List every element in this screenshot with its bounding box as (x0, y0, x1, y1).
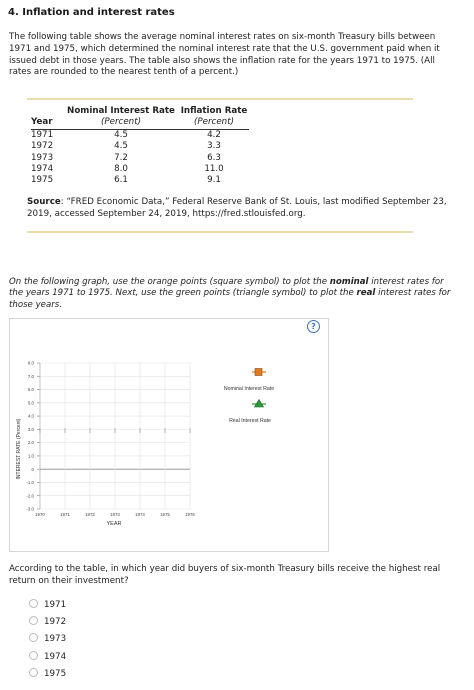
cell-nominal: 4.5 (114, 129, 128, 140)
y-tick-label: 7.0 (27, 373, 34, 379)
legend-nominal-label: Nominal Interest Rate (223, 386, 275, 392)
x-tick-label: 1973 (110, 512, 120, 517)
real-point-tool[interactable] (252, 400, 266, 408)
x-tick-label: 1970 (35, 512, 45, 517)
table-subheader-row (31, 117, 249, 129)
y-tick-label: 2.0 (27, 440, 34, 446)
option-1972[interactable] (29, 616, 66, 627)
table-row (31, 153, 249, 164)
graph-grid (37, 363, 190, 509)
instr-bold-real: real (356, 288, 376, 299)
source-note (27, 197, 447, 220)
option-1974[interactable] (29, 651, 66, 662)
cell-year: 1973 (31, 152, 54, 163)
orange-square-icon[interactable] (255, 369, 262, 376)
option-label: 1973 (44, 634, 67, 644)
y-axis-label: INTEREST RATE (Percent) (16, 418, 22, 480)
subheader-nominal: (Percent) (63, 117, 179, 129)
y-tick-label: -2.0 (26, 493, 34, 499)
table-row (31, 164, 249, 175)
header-year: Year (31, 117, 63, 129)
x-tick-label: 1975 (160, 512, 170, 517)
source-label: Source (27, 197, 61, 207)
legend-real-label: Real Interest Rate (229, 418, 271, 424)
cell-inflation: 3.3 (207, 141, 221, 152)
radio-icon[interactable] (29, 633, 38, 642)
x-tick-label: 1974 (135, 512, 145, 517)
cell-nominal: 8.0 (114, 164, 128, 175)
radio-icon[interactable] (29, 668, 38, 677)
cell-year: 1971 (31, 129, 54, 140)
cell-nominal: 7.2 (114, 152, 128, 163)
instr-text-2: interest rates for the years 1971 to 1975. Next, use the green points (triangle symbol) to plot the (9, 277, 444, 299)
y-tick-labels (26, 361, 34, 512)
y-tick-label: 4.0 (27, 413, 34, 419)
option-label: 1974 (44, 652, 67, 662)
graph-instructions (9, 277, 459, 311)
instr-bold-nominal: nominal (329, 277, 369, 287)
interest-rate-graph (10, 319, 328, 551)
green-triangle-icon[interactable] (255, 400, 264, 408)
cell-year: 1974 (31, 164, 54, 175)
cell-inflation: 11.0 (204, 164, 224, 175)
x-tick-label: 1971 (60, 512, 70, 517)
x-axis-label: YEAR (106, 521, 122, 527)
y-tick-label: 8.0 (27, 360, 34, 366)
instr-text-3: interest rates for those years. (9, 288, 451, 310)
y-tick-label: 1.0 (27, 453, 34, 459)
graph-panel (9, 318, 329, 552)
nominal-point-tool[interactable] (252, 369, 266, 376)
option-label: 1971 (44, 600, 67, 610)
question-text: According to the table, in which year did buyers of six-month Treasury bills receive the highest real return on their investment? (9, 564, 441, 586)
cell-year: 1972 (31, 141, 54, 152)
y-tick-label: -3.0 (26, 506, 34, 512)
intro-paragraph: The following table shows the average nominal interest rates on six-month Treasury bills between 1971 and 1975, which determined the nominal interest rate that the U.S. government paid when it issued debt in those years. The table also shows the inflation rate for the years 1971 to 1975. (All rates are rounded to the nearest tenth of a percent.) (9, 32, 440, 78)
option-label: 1975 (44, 669, 67, 679)
radio-icon[interactable] (29, 651, 38, 660)
divider-top (27, 98, 413, 100)
divider-bottom (27, 231, 413, 233)
radio-icon[interactable] (29, 599, 38, 608)
table-row (31, 141, 249, 152)
subheader-inflation: (Percent) (179, 117, 249, 129)
option-label: 1972 (44, 617, 67, 627)
y-tick-label: -1.0 (26, 480, 34, 486)
cell-nominal: 6.1 (114, 175, 128, 186)
option-1971[interactable] (29, 599, 66, 610)
help-icon[interactable]: ? (307, 320, 320, 333)
y-tick-label: 6.0 (27, 387, 34, 393)
cell-inflation: 6.3 (207, 152, 221, 163)
table-row (31, 175, 249, 186)
source-text: : “FRED Economic Data,” Federal Reserve Bank of St. Louis, last modified September 23, 2019, accessed September 24, 2019, https://fred.stlouisfed.org. (27, 197, 447, 219)
cell-year: 1975 (31, 175, 54, 186)
table-row (31, 129, 249, 141)
x-tick-label: 1972 (85, 512, 95, 517)
cell-inflation: 9.1 (207, 175, 221, 186)
option-1973[interactable] (29, 633, 66, 644)
cell-nominal: 4.5 (114, 141, 128, 152)
header-inflation: Inflation Rate (180, 106, 248, 116)
instr-text-1: On the following graph, use the orange points (square symbol) to plot the (9, 277, 330, 287)
cell-inflation: 4.2 (207, 129, 221, 140)
rates-table (31, 106, 249, 187)
x-tick-label: 1976 (185, 512, 195, 517)
header-nominal: Nominal Interest Rate (67, 106, 175, 116)
y-tick-label: 3.0 (27, 426, 34, 432)
data-table-wrap (31, 106, 249, 187)
radio-icon[interactable] (29, 616, 38, 625)
x-tick-labels (35, 512, 195, 517)
y-tick-label: 0 (31, 466, 34, 472)
y-tick-label: 5.0 (27, 400, 34, 406)
option-1975[interactable] (29, 668, 66, 679)
question-title: 4. Inflation and interest rates (8, 7, 175, 18)
table-header-row (31, 106, 249, 117)
